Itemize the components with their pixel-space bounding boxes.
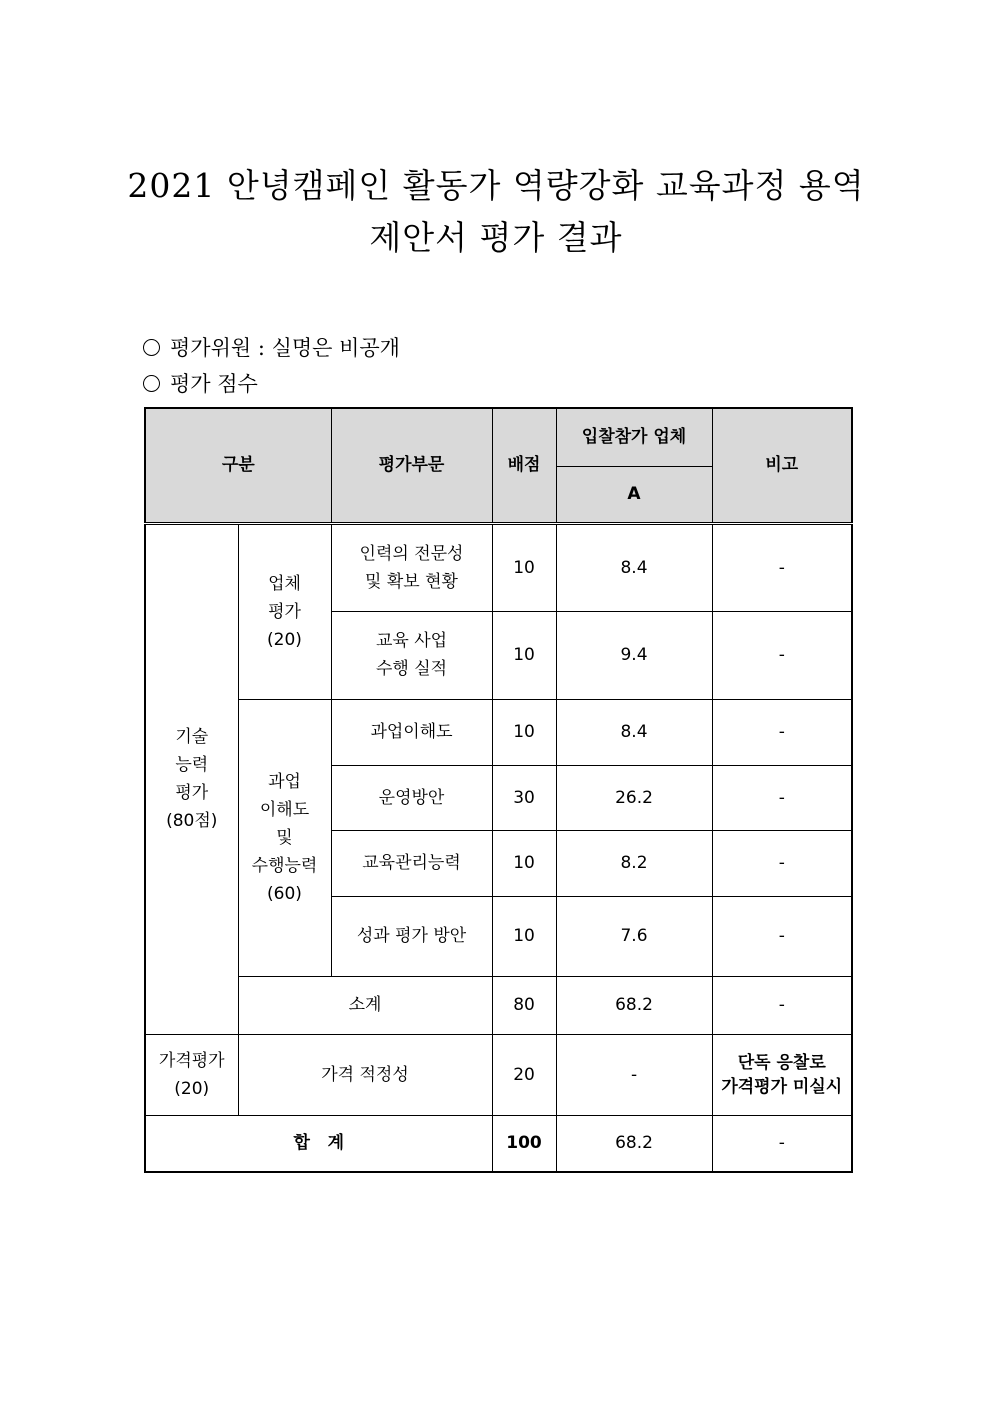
bullet-evaluators [143, 332, 400, 362]
price-item: 가격 적정성 [238, 1034, 492, 1115]
subgroup-task-line: 과업 [268, 771, 301, 792]
subgroup-task-capability [238, 699, 331, 976]
remark-cell: - [712, 896, 852, 976]
subgroup-task-line: (60) [267, 883, 302, 904]
points-cell: 10 [492, 699, 556, 765]
score-cell: 8.4 [556, 699, 712, 765]
score-cell: 7.6 [556, 896, 712, 976]
subgroup-task-line: 이해도 [259, 799, 310, 820]
points-cell: 10 [492, 611, 556, 699]
item-line: 교육 사업 [375, 631, 448, 651]
price-remark [712, 1034, 852, 1115]
subgroup-company-line: (20) [267, 629, 302, 650]
item-cell: 교육관리능력 [331, 830, 492, 896]
subgroup-task-line: 및 [276, 827, 293, 848]
subgroup-company-line: 업체 [268, 573, 301, 594]
points-cell: 10 [492, 896, 556, 976]
group-tech-line: 기술 [175, 727, 209, 747]
remark-cell: - [712, 523, 852, 611]
bullet-score-text: 평가 점수 [170, 372, 258, 396]
score-cell: 9.4 [556, 611, 712, 699]
document-title-line2: 제안서 평가 결과 [369, 218, 623, 257]
bullet-evaluators-text: 평가위원 : 실명은 비공개 [170, 336, 400, 360]
score-cell: 26.2 [556, 765, 712, 830]
price-category [145, 1034, 238, 1115]
item-cell: 과업이해도 [331, 699, 492, 765]
header-bidder: 입찰참가 업체 [556, 408, 712, 466]
subgroup-task-line: 수행능력 [251, 855, 318, 876]
evaluation-table [144, 407, 853, 1173]
header-remarks: 비고 [712, 408, 852, 523]
points-cell: 30 [492, 765, 556, 830]
total-score: 68.2 [556, 1115, 712, 1172]
remark-cell: - [712, 699, 852, 765]
subtotal-score: 68.2 [556, 976, 712, 1034]
price-points: 20 [492, 1034, 556, 1115]
points-cell: 10 [492, 523, 556, 611]
price-category-line: 가격평가 [158, 1050, 225, 1071]
circle-bullet-icon [143, 375, 160, 392]
group-tech-line: 능력 [175, 755, 209, 775]
group-tech-evaluation [145, 523, 238, 1034]
price-score: - [556, 1034, 712, 1115]
document-title-line1: 2021 안녕캠페인 활동가 역량강화 교육과정 용역 [127, 166, 865, 205]
item-cell: 성과 평가 방안 [331, 896, 492, 976]
price-remark-line: 단독 응찰로 [737, 1052, 826, 1073]
header-category: 구분 [145, 408, 331, 523]
group-tech-line: (80점) [166, 811, 218, 831]
subtotal-remark: - [712, 976, 852, 1034]
subtotal-points: 80 [492, 976, 556, 1034]
subgroup-company-line: 평가 [268, 601, 301, 622]
group-tech-line: 평가 [175, 783, 209, 803]
bullet-score [143, 368, 258, 398]
total-remark: - [712, 1115, 852, 1172]
price-category-line: (20) [174, 1078, 210, 1099]
remark-cell: - [712, 765, 852, 830]
header-section: 평가부문 [331, 408, 492, 523]
item-cell [331, 523, 492, 611]
item-line: 및 확보 현황 [365, 571, 458, 592]
remark-cell: - [712, 611, 852, 699]
item-cell: 운영방안 [331, 765, 492, 830]
total-label: 합 계 [145, 1115, 492, 1172]
header-points: 배점 [492, 408, 556, 523]
price-remark-line: 가격평가 미실시 [721, 1076, 843, 1097]
item-line: 수행 실적 [375, 659, 448, 679]
subtotal-label: 소계 [238, 976, 492, 1034]
points-cell: 10 [492, 830, 556, 896]
item-cell [331, 611, 492, 699]
circle-bullet-icon [143, 339, 160, 356]
header-bidder-a: A [556, 466, 712, 523]
score-cell: 8.2 [556, 830, 712, 896]
remark-cell: - [712, 830, 852, 896]
total-points: 100 [492, 1115, 556, 1172]
subgroup-company-evaluation [238, 523, 331, 699]
score-cell: 8.4 [556, 523, 712, 611]
item-line: 인력의 전문성 [359, 543, 464, 564]
